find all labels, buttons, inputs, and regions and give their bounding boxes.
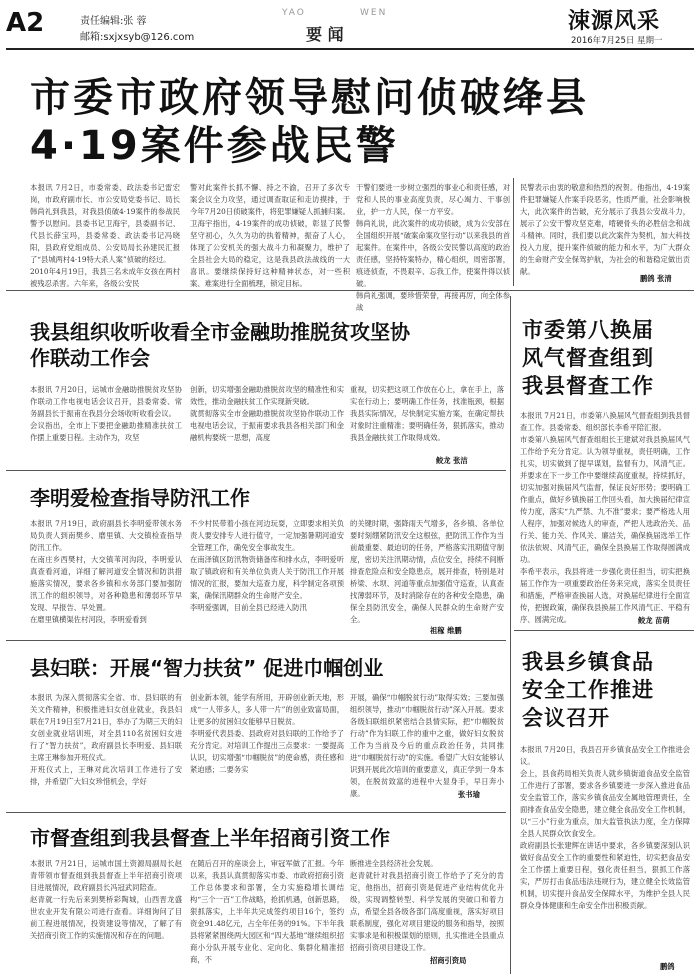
section-rule [6, 640, 506, 641]
article5-headline: 市督查组到我县督查上半年招商引资工作 [30, 826, 390, 850]
article5-col-3: 断推进全县经济社会发展。 赵青就针对我县招商引资工作给予了充分的肯定，他指出，招商引资是促进产业结构优化升级，实现调整转型、科学发展的突破口和着力点，希望全县各级各部门高度重视，落实好项目联系制度，强化对项目建设的服务和指导，按照实事求是和积极谋划的原则，扎实推进全县重点招商引资项目建设工作。 [350, 859, 504, 952]
section-rule [6, 290, 694, 291]
issue-date: 2016年7月25日 星期一 [571, 36, 663, 46]
article4-col-3: 开展，确保“巾帼脱贫行动”取得实效；三要加强组织领导，推动“巾帼脱贫行动”深入开展。要求各级妇联组织紧密结合县情实际，把“巾帼脱贫行动”作为妇联工作的重中之重，做好妇女脱贫工作为当前及今后的重点政治任务，共同推进“巾帼脱贫行动”的实施。希望广大妇女能够认识到开展此次培训的重要意义，真正学到一身本领，在脱贫致富的进程中大显身手，早日奔小康。 [350, 693, 504, 798]
right2-headline-line2: 安全工作推进 [522, 678, 654, 702]
lead-headline-line1: 市委市政府领导慰问侦破绛县 [30, 75, 589, 121]
section-pinyin-right: WEN [360, 8, 388, 18]
lead-signature: 鹏鸽 张清 [640, 274, 672, 283]
lead-col-2: 警对此案件长抓不懈、持之不渝，召开了多次专案会议全力攻坚，通过调查取证和走访摸排，于今年7月20日侦破案件，将犯罪嫌疑人抓捕归案。 卫海宇指出，4·19案件的成功侦破，彰显了民警坚守初心，久久为功的执着精神，振奋了人心，体现了公安机关的强大战斗力和凝聚力，维护了全县社会大局的稳定，这是我县政法战线的一大喜讯。要继续保持好这种精神状态，对一些积案、难案进行全面梳理，锁定目标。 [190, 183, 350, 288]
article5-signature: 招商引资局 [430, 956, 467, 965]
right1-body: 本报讯 7月21日，市委第八换届风气督查组到我县督查工作。县委常委、组织部长李希平陪汇报。 市委第八换届风气督查组组长王建斌对我县换届风气工作给予充分肯定。认为领导重视，责任明确，工作扎实，切实做到了提早谋划，监督有力，风清气正。并要求在下一步工作中要继续高度重视，持续抓好，切实加强对换届风气监督，保证良好形势；要明确工作重点，做好乡镇换届工作回头看，加大换届纪律宣传力度，落实“九严禁、九不准”要求；要严格选人用人程序，加强对候选人的审查，严把人选政治关、品行关、能力关、作风关、廉洁关，确保换届选举工作依法依规、风清气正，确保全县换届工作取得圆满成功。 李希平表示，我县将进一步强化责任担当，切实把换届工作作为一项重要政治任务来完成，落实全员责任和措施，严格审查换届人选，对换届纪律进行全面宣传，把握政策，确保我县换届工作风清气正、平稳有序、圆满完成。 [520, 411, 690, 624]
lead-col-3: 干警们要进一步树立强烈的事业心和责任感，对党和人民的事业高度负责，尽心竭力、干事创业，护一方人民，保一方平安。 韩尚礼说，此次案件的成功侦破，成为公安部在全国组织开展“破案命案攻坚行动”以来我县的首起案件。在案件中，各级公安民警以高度的政治责任感，坚持特案特办，精心组织，周密部署，痕迹侦查，不畏艰辛、忘我工作，使案件得以侦破。 韩尚礼强调，要珍惜荣誉，再接再厉，向全体参战 [356, 183, 510, 312]
right2-headline-line1: 我县乡镇食品 [522, 650, 654, 674]
right2-headline-line3: 会议召开 [522, 706, 610, 730]
article2-headline-line1: 我县组织收听收看全市金融助推脱贫攻坚协 [30, 320, 410, 344]
lead-col-1: 本报讯 7月2日，市委常委、政法委书记雷宏岗，市政府副市长、市公安局党委书记、局长韩尚礼到我县，对我县侦破4·19案件的参战民警予以慰问。县委书记卫海宇，县委副书记、代县长薛宝玛，县委常委、政法委书记冯晓阳，县政府党组成员、公安局局长孙建民汇报了“县城两村4·19特大杀人案”侦破的经过。 2010年4月19日，我县三名未成年女孩在两村被残忍杀害。六年来，各级公安民 [30, 183, 180, 288]
article4-col-2: 创业新本领，能学有所用，开辟创业新天地，形成“一人带多人，多人带一片”的创业致富局面，让更多的贫困妇女能够早日脱贫。 李明爱代表县委、县政府对县妇联的工作给予了充分肯定。对培训工作提出三点要求：一要提高认识，切实增强“巾帼脱贫”的使命感，责任感和紧迫感；二要务实 [190, 693, 344, 774]
section-rule [514, 630, 694, 631]
article2-headline-line2: 作联动工作会 [30, 346, 150, 370]
paper-name: 涑源风采 [568, 8, 661, 34]
article4-headline: 县妇联：开展“智力扶贫” 促进巾帼创业 [30, 656, 384, 680]
right2-body: 本报讯 7月20日，我县召开乡镇食品安全工作推进会议。 会上，县食药局相关负责人就乡镇街道食品安全监管工作进行了部署，要求各乡镇要进一步深入推进食品安全监管工作，落实乡镇食品安全属地管理责任，全面排查食品安全隐患，建立健全食品安全工作机制，以“三小”行业为重点，加大监管执法力度，全力保障全县人民群众饮食安全。 政府副县长张建辉在讲话中要求，各乡镇要深刻认识做好食品安全工作的重要性和紧迫性，切实把食品安全工作摆上重要日程，强化责任担当，狠抓工作落实，严厉打击食品违法违规行为，建立健全长效监管机制，切实提升食品安全保障水平，为维护全县人民群众身体健康和生命安全作出积极贡献。 [520, 745, 690, 910]
article3-col-3: 的关键时期，强降雨天气增多，各乡镇、各单位要时刻绷紧防汛安全这根弦，把防汛工作作为当前最重要、最迫切的任务，严格落实汛期值守制度，密切关注汛期动情，点位安全，持续不间断排查危险点和安全隐患点，展开排查，特别是对桥梁、水坝、河道等重点加强值守巡查，认真查找薄弱环节，及时消除存在的各种安全隐患，确保全县防汛安全，确保人民群众的生命财产安全。 [350, 519, 504, 624]
right1-headline-line3: 我县督查工作 [522, 374, 654, 398]
article4-col-1: 本报讯 为深入贯彻落实全省、市、县妇联的有关文件精神，积极推进妇女创业就业，我县妇联在7月19日至7月21日，举办了为期三天的妇女创业就业培训班，对全县110名贫困妇女进行了“智力扶贫”，政府副县长李明爱、县妇联主席王琳参加开班仪式。 开班仪式上，王琳对此次培训工作进行了安排，并希望广大妇女珍惜机会，学好 [30, 693, 182, 786]
right-column-rule [510, 296, 511, 974]
right1-headline-line2: 风气督查组到 [522, 346, 654, 370]
right1-headline-line1: 市委第八换届 [522, 318, 654, 342]
article3-col-1: 本报讯 7月19日，政府副县长李明爱带领水务局负责人到南樊乡、磨里镇、大交镇检查指导防汛工作。 在南庄乡西樊村，大交镇苇河沟段，李明爱认真查看河道，详细了解河道安全情况和防洪措施落实情况，要求各乡镇和水务部门要加强防汛工作的组织领导，对各种隐患和薄弱环节早发现、早报告、早处置。 在磨里镇横渠佐村河段，李明爱看到 [30, 519, 182, 624]
page-number: A2 [6, 8, 45, 38]
column-rule [513, 178, 514, 286]
article2-col-1: 本报讯 7月20日，运城市金融助推脱贫攻坚协作联动工作电视电话会议召开，县委常委、常务副县长于振甫在我县分会场收听收看会议。 会议指出，全市上下要把金融助推精准扶贫工作摆上重要日程。主动作为，攻坚 [30, 385, 182, 442]
section-rule [6, 812, 506, 813]
right2-signature: 鹏鸽 [660, 962, 675, 971]
article3-col-2: 不少村民带着小孩在河边玩耍，立即要求相关负责人要安排专人进行值守，一定加强暑期河道安全管理工作，确免安全事故发生。 在南泽镇区防汛物资储备库和排水点，李明爱听取了镇政府和有关单位负责人关于防汛工作开展情况的汇报，要加大巡查力度，科学制定各项预案，确保汛期群众的生命财产安全。 李明爱强调，目前全县已经进入防汛 [190, 519, 344, 612]
lead-col-4: 民警表示由衷的敬意和热烈的祝贺。他指出，4·19案件犯罪嫌疑人作案手段恶劣，性质严重，社会影响极大，此次案件的告破，充分展示了我县公安战斗力，展示了公安干警攻坚克难，啃硬骨头的必胜信念和战斗精神。同时，我们要以此次案件为契机，加大科技投入力度，提升案件侦破的能力和水平，为广大群众的生命财产安全保驾护航，为社会的和谐稳定做出贡献。 [520, 183, 690, 276]
article4-signature: 张书瑜 [458, 790, 480, 799]
article2-col-2: 创新，切实增强金融助推脱贫攻坚的精准性和实效性，推动金融扶贫工作实现新突破。 就贯彻落实全市金融助推脱贫攻坚协作联动工作电视电话会议，于振甫要求我县各相关部门和金融机构要统一思想，高度 [190, 385, 344, 442]
article5-col-1: 本报讯 7月21日，运城市国土资源局副局长赵青带领市督查组到我县督查上半年招商引资项目进展情况，政府副县长冯冠武同陪查。 赵青就一行先后来到樊桥彩陶城，山西晋龙盛世农业开发有限公司进行查看。详细询问了目前工程进展情况，投资建设等情况，了解了有关招商引资工作的实施情况和存在的问题。 [30, 859, 182, 940]
masthead-rule [6, 48, 694, 50]
right1-signature: 鲛龙 苗萌 [638, 616, 670, 625]
article2-col-3: 重视，切实把这项工作放在心上，拿在手上，落实在行动上；要明确工作任务，找准瓶颈，根据我县实际情况，尽快制定实施方案，在确定帮扶对象时注重精准；要明确任务，狠抓落实，推动我县金融扶贫工作取得成效。 [350, 385, 504, 442]
article5-col-2: 在随后召开的座谈会上，审冠军做了汇报。今年以来，我县认真贯彻落实市委、市政府招商引资工作总体要求和部署，全力实施稳增长调结构“三个一百”工作战略，抢抓机遇，创新思路，狠抓落实，上半年共完成签约项目16个，签约资金91.48亿元，占全年任务的91%。下半年我县将紧紧围绕两大园区和“四大基地”继续组织招商小分队开展专业化、定向化、集群化精准招商，不 [190, 859, 344, 964]
article2-signature: 鲛龙 张洁 [436, 456, 468, 465]
article3-headline: 李明爱检查指导防汛工作 [30, 486, 250, 510]
editor-email: 邮箱:sxjxsyb@126.com [80, 32, 195, 43]
section-rule [6, 470, 506, 471]
section-pinyin-left: YAO [282, 8, 306, 18]
lead-headline-line2: 4·19案件参战民警 [30, 123, 399, 169]
article3-signature: 祖稼 维鹏 [430, 626, 462, 635]
editor-credit: 责任编辑:张 蓉 [80, 16, 147, 27]
section-title: 要 闻 [306, 25, 344, 44]
